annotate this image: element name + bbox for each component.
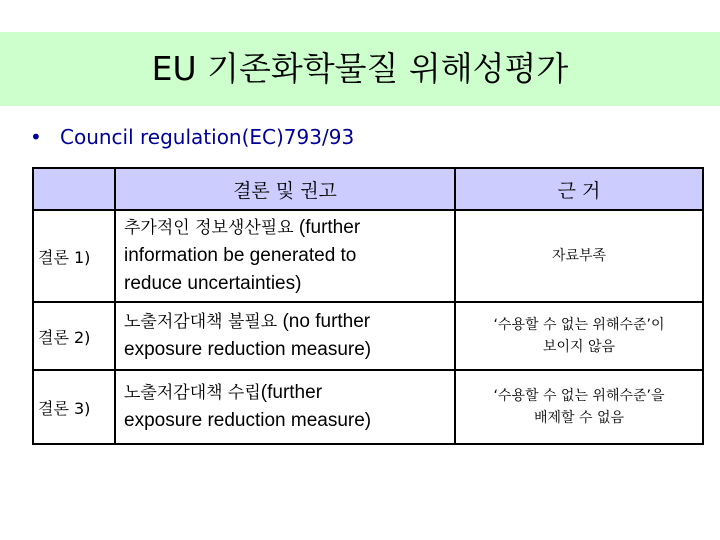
- desc-english-2: exposure reduction measure): [124, 339, 372, 360]
- basis-line-2: 배제할 수 없음: [533, 410, 625, 426]
- row-label: 결론 1): [33, 210, 115, 302]
- header-corner-cell: [33, 168, 115, 210]
- desc-english-2: information be generated to: [124, 245, 357, 266]
- row-label: 결론 3): [33, 370, 115, 444]
- row-basis: [455, 370, 703, 444]
- desc-korean: 노출저감대책 수립: [124, 383, 261, 403]
- row-description: [115, 302, 455, 370]
- desc-english-1: (no further: [277, 311, 371, 332]
- desc-english-1: (further: [260, 382, 323, 403]
- header-conclusion: 결론 및 권고: [115, 168, 455, 210]
- desc-english-1: (further: [293, 217, 361, 238]
- row-description: [115, 370, 455, 444]
- table-row: [33, 302, 703, 370]
- row-basis: [455, 302, 703, 370]
- table-header-row: [33, 168, 703, 210]
- basis-line-1: 자료부족: [551, 248, 607, 264]
- conclusion-table: [32, 167, 704, 445]
- table-row: [33, 370, 703, 444]
- row-basis: [455, 210, 703, 302]
- header-basis: 근 거: [455, 168, 703, 210]
- desc-english-2: exposure reduction measure): [124, 410, 372, 431]
- slide-title: EU 기존화학물질 위해성평가: [151, 49, 569, 88]
- bullet-marker: •: [30, 125, 42, 149]
- basis-line-1: ‘수용할 수 없는 위해수준’이: [493, 317, 665, 333]
- table-row: [33, 210, 703, 302]
- basis-line-1: ‘수용할 수 없는 위해수준’을: [493, 388, 665, 404]
- row-description: [115, 210, 455, 302]
- row-label: 결론 2): [33, 302, 115, 370]
- desc-english-3: reduce uncertainties): [124, 273, 302, 294]
- desc-korean: 노출저감대책 불필요: [124, 312, 278, 332]
- bullet-item: [30, 122, 354, 152]
- desc-korean: 추가적인 정보생산필요: [124, 218, 294, 238]
- bullet-text: Council regulation(EC)793/93: [60, 125, 355, 149]
- basis-line-2: 보이지 않음: [542, 339, 616, 355]
